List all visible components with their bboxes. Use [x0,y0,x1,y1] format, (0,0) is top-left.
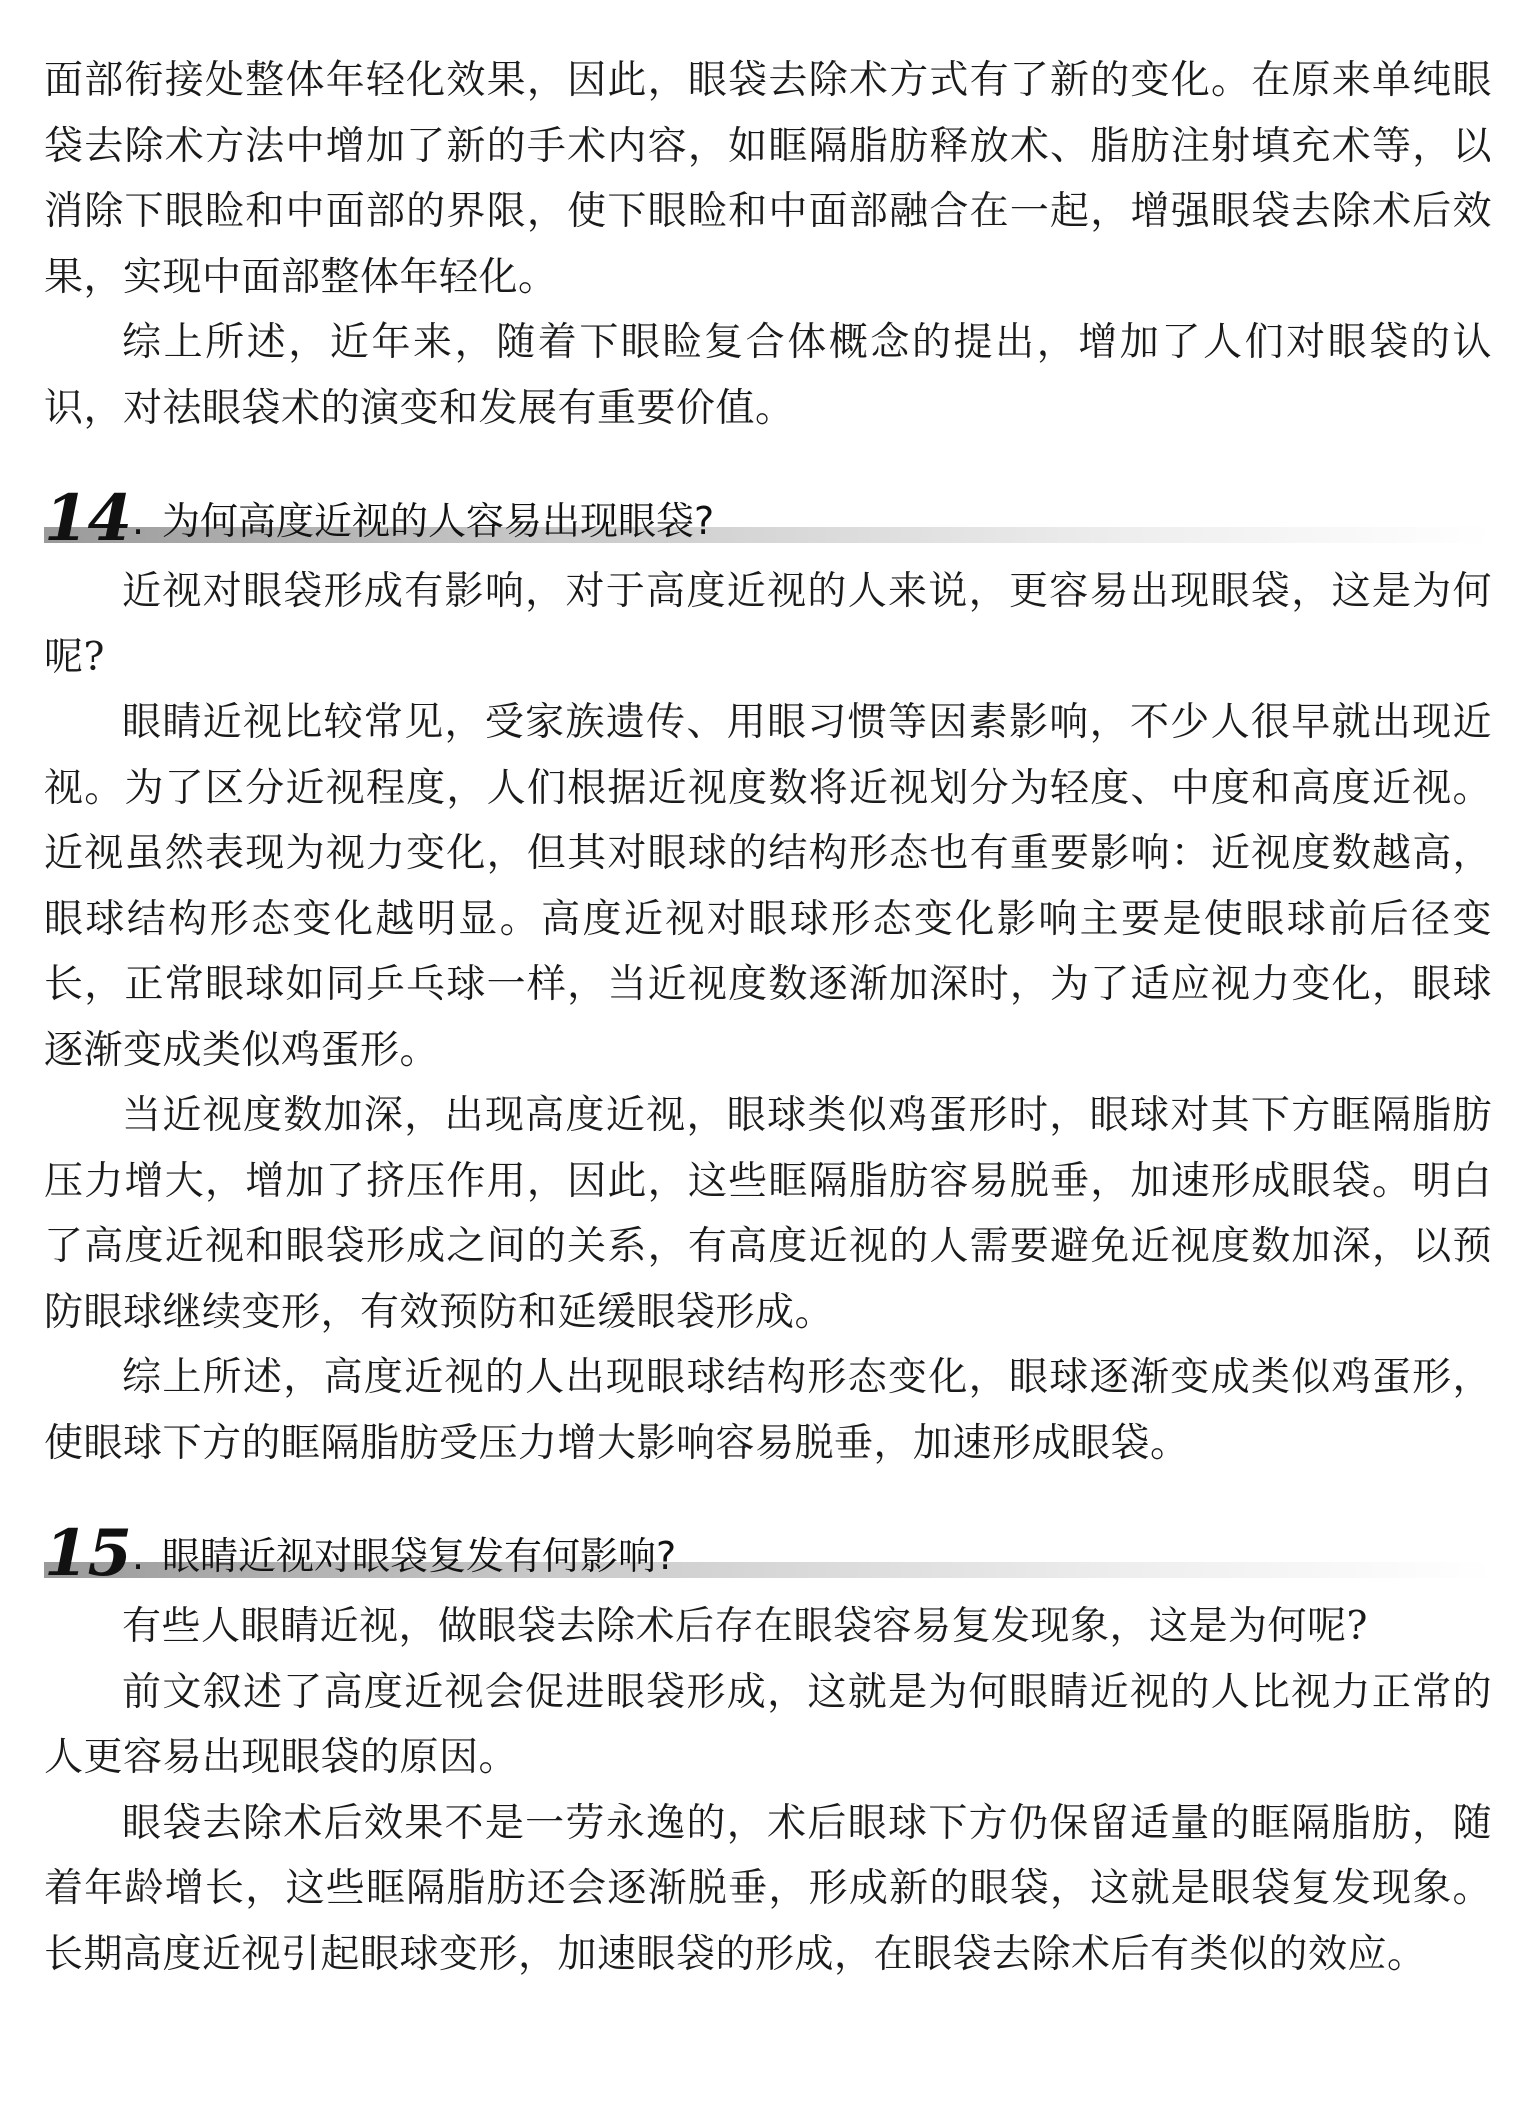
section-15-paragraph-1: 有些人眼睛近视，做眼袋去除术后存在眼袋容易复发现象，这是为何呢? [122,1604,1368,1649]
section-number-dot: . [132,1534,145,1578]
section-14-paragraph-1: 近视对眼袋形成有影响，对于高度近视的人来说，更容易出现眼袋，这是为何呢? [44,569,1492,680]
section-title: 为何高度近视的人容易出现眼袋? [162,499,715,543]
document-page [44,48,1492,1987]
section-number: 14 [44,481,132,556]
intro-paragraph-1: 面部衔接处整体年轻化效果，因此，眼袋去除术方式有了新的变化。在原来单纯眼袋去除术方法中增加了新的手术内容，如眶隔脂肪释放术、脂肪注射填充术等，以消除下眼睑和中面部的界限，使下眼睑和中面部融合在一起，增强眼袋去除术后效果，实现中面部整体年轻化。 [44,58,1492,300]
section-15-paragraph-2: 前文叙述了高度近视会促进眼袋形成，这就是为何眼睛近视的人比视力正常的人更容易出现眼袋的原因。 [44,1669,1492,1780]
section-number-dot: . [132,499,145,543]
section-number: 15 [44,1516,132,1591]
section-15-heading [44,1516,1492,1590]
section-14-paragraph-4: 综上所述，高度近视的人出现眼球结构形态变化，眼球逐渐变成类似鸡蛋形，使眼球下方的眶隔脂肪受压力增大影响容易脱垂，加速形成眼袋。 [44,1355,1492,1466]
section-title: 眼睛近视对眼袋复发有何影响? [162,1534,677,1578]
section-14-paragraph-2: 眼睛近视比较常见，受家族遗传、用眼习惯等因素影响，不少人很早就出现近视。为了区分近视程度，人们根据近视度数将近视划分为轻度、中度和高度近视。近视虽然表现为视力变化，但其对眼球的结构形态也有重要影响：近视度数越高，眼球结构形态变化越明显。高度近视对眼球形态变化影响主要是使眼球前后径变长，正常眼球如同乒乓球一样，当近视度数逐渐加深时，为了适应视力变化，眼球逐渐变成类似鸡蛋形。 [44,700,1492,1073]
section-15-paragraph-3: 眼袋去除术后效果不是一劳永逸的，术后眼球下方仍保留适量的眶隔脂肪，随着年龄增长，这些眶隔脂肪还会逐渐脱垂，形成新的眼袋，这就是眼袋复发现象。长期高度近视引起眼球变形，加速眼袋的形成，在眼袋去除术后有类似的效应。 [44,1800,1492,1977]
section-14-paragraph-3: 当近视度数加深，出现高度近视，眼球类似鸡蛋形时，眼球对其下方眶隔脂肪压力增大，增加了挤压作用，因此，这些眶隔脂肪容易脱垂，加速形成眼袋。明白了高度近视和眼袋形成之间的关系，有高度近视的人需要避免近视度数加深，以预防眼球继续变形，有效预防和延缓眼袋形成。 [44,1093,1492,1335]
section-14-heading [44,481,1492,555]
intro-paragraph-2: 综上所述，近年来，随着下眼睑复合体概念的提出，增加了人们对眼袋的认识，对祛眼袋术的演变和发展有重要价值。 [44,320,1492,431]
